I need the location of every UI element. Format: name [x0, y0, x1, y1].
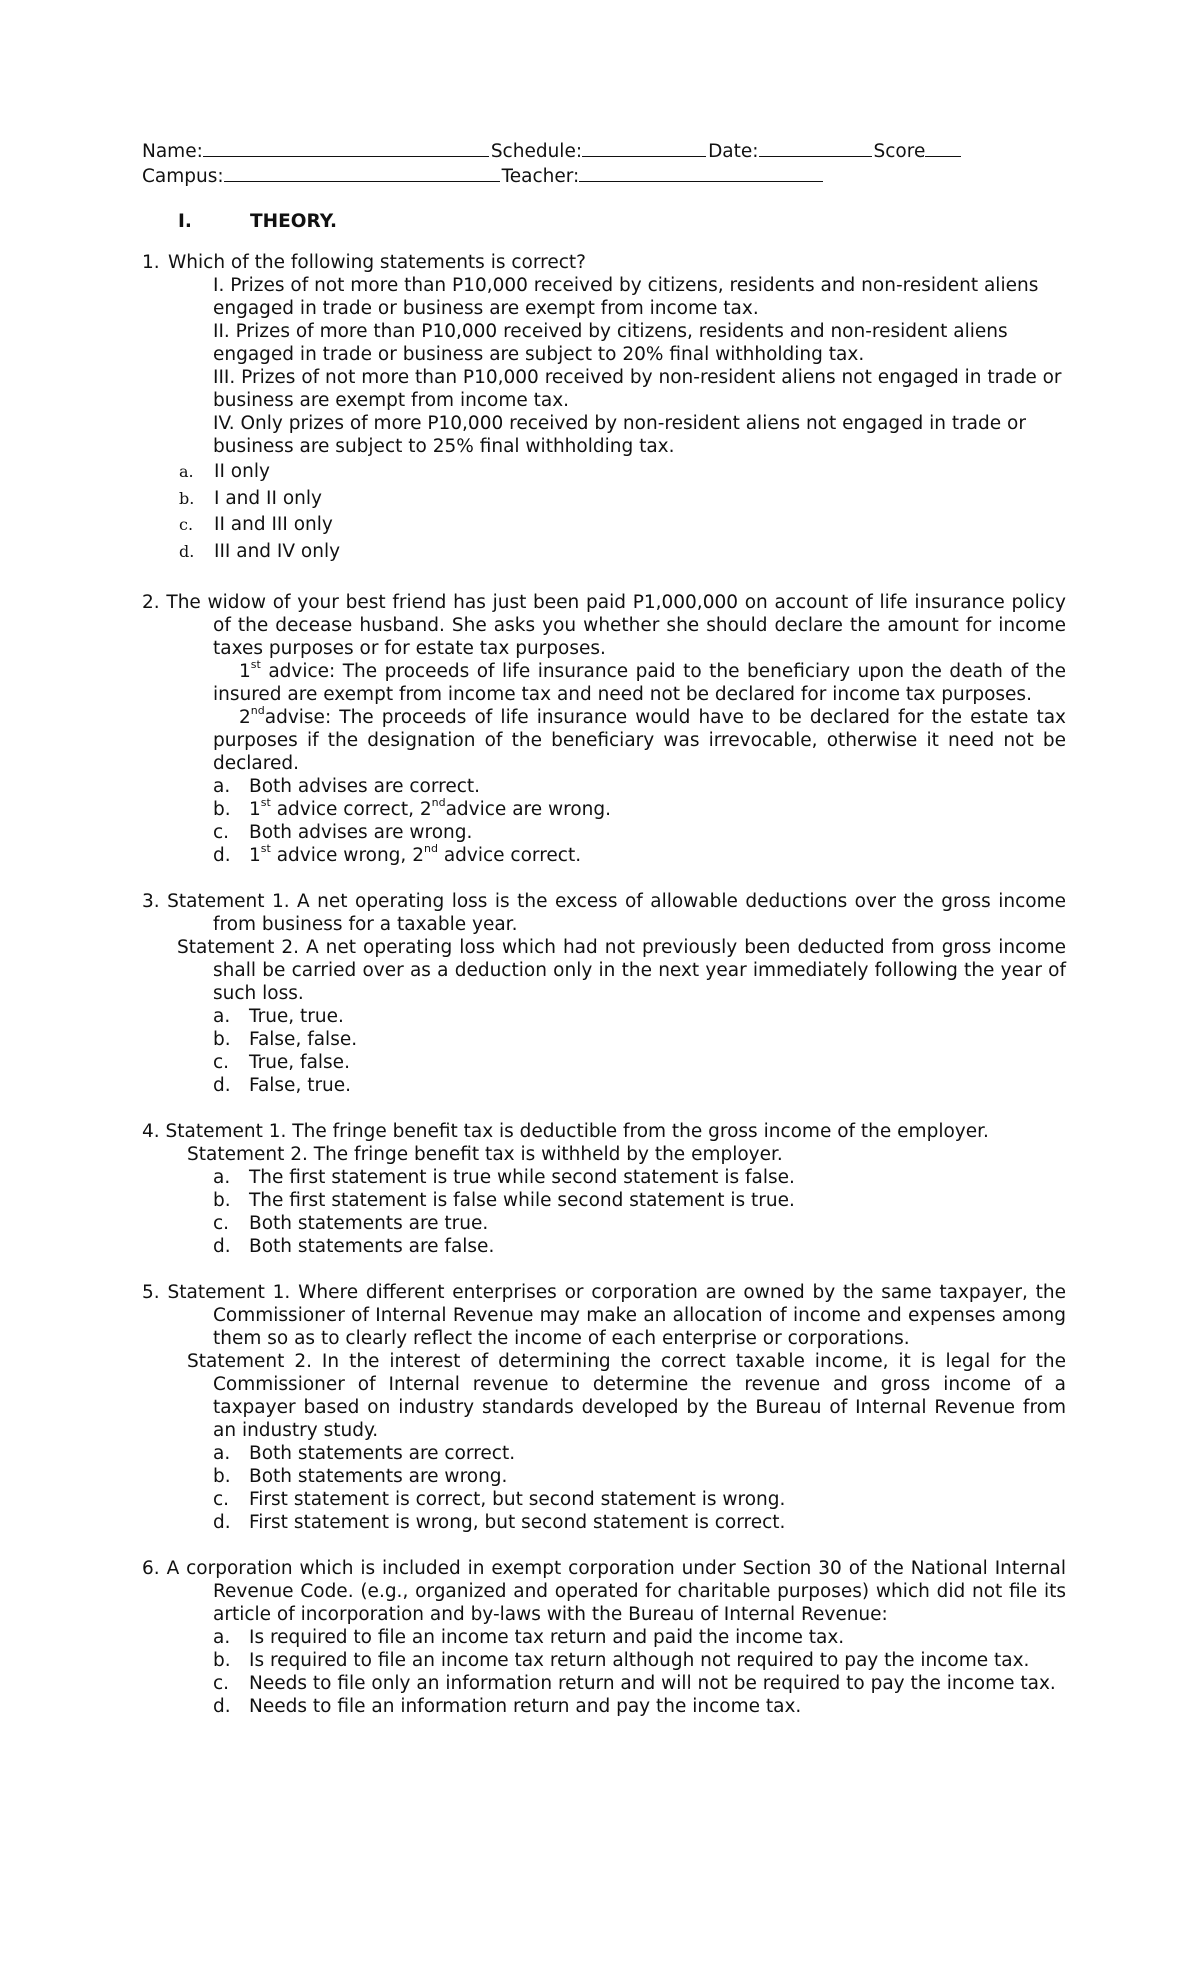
options-list	[142, 1626, 1066, 1718]
option-letter: d.	[213, 1695, 231, 1717]
statement-i: I. Prizes of not more than P10,000 received by citizens, residents and non-resident aliens engaged in trade or business are exempt from income tax.	[213, 275, 1039, 319]
question-text: Statement 1. The fringe benefit tax is deductible from the gross income of the employer.	[165, 1120, 989, 1142]
option-b[interactable]	[142, 798, 1066, 821]
option-letter: d.	[213, 1074, 231, 1096]
option-text: Both statements are wrong.	[249, 1465, 508, 1487]
option-text: First statement is wrong, but second statement is correct.	[249, 1511, 786, 1533]
option-letter: a.	[213, 775, 231, 797]
advice-1	[142, 660, 1066, 706]
question-number: 6.	[142, 1557, 160, 1579]
section-roman: I.	[178, 211, 192, 232]
question-stem	[142, 1557, 1066, 1626]
option-b[interactable]	[142, 487, 1066, 510]
option-text: False, false.	[249, 1028, 358, 1050]
option-letter: a.	[213, 1166, 231, 1188]
statement-iii: III. Prizes of not more than P10,000 received by non-resident aliens not engaged in trade or business are exempt from income tax.	[213, 367, 1062, 411]
option-letter: a.	[213, 1626, 231, 1648]
advice-2-text: advise: The proceeds of life insurance would have to be declared for the estate tax purposes if the designation of the beneficiary was irrevocable, otherwise it need not be declared.	[213, 706, 1066, 774]
name-label: Name:	[142, 141, 203, 162]
question-number: 2.	[142, 591, 160, 613]
option-d[interactable]	[142, 1511, 1066, 1534]
question-text: A corporation which is included in exempt corporation under Section 30 of the National Internal Revenue Code. (e.g., organized and operated for charitable purposes) which did not file its article of incorporation and by-laws with the Bureau of Internal Revenue:	[166, 1557, 1066, 1625]
statement-ii: II. Prizes of more than P10,000 received by citizens, residents and non-resident aliens engaged in trade or business are subject to 20% final withholding tax.	[213, 321, 1008, 365]
option-text: I and II only	[214, 487, 322, 509]
advice-1-num: 1	[239, 660, 251, 682]
question-5	[142, 1281, 1066, 1534]
options-list	[142, 1442, 1066, 1534]
question-stem	[142, 251, 1066, 274]
advice-2-sup: nd	[250, 704, 265, 718]
question-text: Statement 1. A net operating loss is the excess of allowable deductions over the gross income from business for a taxable year.	[167, 890, 1066, 935]
option-text: Needs to file an information return and pay the income tax.	[249, 1695, 802, 1717]
question-number: 1.	[142, 252, 160, 273]
option-text: First statement is correct, but second statement is wrong.	[249, 1488, 786, 1510]
option-c[interactable]	[142, 1212, 1066, 1235]
option-letter: c.	[179, 515, 194, 534]
option-text: False, true.	[249, 1074, 352, 1096]
option-text: Both statements are false.	[249, 1235, 495, 1257]
option-text: Needs to file only an information return and will not be required to pay the income tax.	[249, 1672, 1056, 1694]
option-text: Both advises are wrong.	[249, 821, 473, 843]
option-b[interactable]	[142, 1649, 1066, 1672]
option-a[interactable]	[142, 460, 1066, 483]
option-text: Both advises are correct.	[249, 775, 481, 797]
question-statement-2: Statement 2. The fringe benefit tax is withheld by the employer.	[187, 1143, 783, 1165]
question-text: Statement 1. Where different enterprises or corporation are owned by the same taxpayer, the Commissioner of Internal Revenue may make an allocation of income and expenses among them so as to clearly reflect the income of each enterprise or corporations.	[167, 1281, 1067, 1349]
question-3	[142, 890, 1066, 1097]
option-letter: d.	[213, 844, 231, 866]
question-stem	[142, 890, 1066, 936]
question-stem	[142, 1281, 1066, 1350]
statement-iv: IV. Only prizes of more P10,000 received by non-resident aliens not engaged in trade or business are subject to 25% final withholding tax.	[213, 413, 1026, 457]
options-list	[142, 775, 1066, 867]
date-label: Date:	[708, 141, 759, 162]
option-letter: b.	[179, 488, 195, 508]
option-d[interactable]	[142, 1235, 1066, 1258]
schedule-label: Schedule:	[490, 141, 583, 162]
header-line-2	[142, 163, 1066, 188]
score-blank[interactable]	[925, 138, 961, 157]
options-list	[142, 1166, 1066, 1258]
option-d[interactable]	[142, 1074, 1066, 1097]
date-blank[interactable]	[759, 138, 872, 157]
option-c[interactable]	[142, 821, 1066, 844]
advice-1-text: advice: The proceeds of life insurance paid to the beneficiary upon the death of the insured are exempt from income tax and need not be declared for income tax purposes.	[213, 660, 1066, 705]
question-2	[142, 591, 1066, 867]
question-text: Which of the following statements is correct?	[168, 252, 586, 273]
option-text: 1st advice wrong, 2nd advice correct.	[249, 842, 582, 866]
question-text: The widow of your best friend has just been paid P1,000,000 on account of life insurance policy of the decease husband. She asks you whether she should declare the amount for income taxes purposes or for estate tax purposes.	[166, 591, 1067, 659]
option-letter: c.	[213, 1488, 230, 1510]
option-c[interactable]	[142, 513, 1066, 536]
option-b[interactable]	[142, 1465, 1066, 1488]
teacher-blank[interactable]	[579, 163, 823, 182]
option-text: Both statements are correct.	[249, 1442, 516, 1464]
score-label: Score	[873, 141, 926, 162]
option-letter: c.	[213, 1212, 230, 1234]
option-text: True, false.	[249, 1051, 350, 1073]
option-letter: c.	[213, 821, 230, 843]
option-d[interactable]	[142, 844, 1066, 867]
option-text: 1st advice correct, 2ndadvice are wrong.	[249, 796, 611, 820]
option-d[interactable]	[142, 1695, 1066, 1718]
question-number: 3.	[142, 890, 160, 912]
question-6	[142, 1557, 1066, 1718]
question-stem	[142, 591, 1066, 660]
option-text: III and IV only	[214, 540, 341, 562]
option-c[interactable]	[142, 1672, 1066, 1695]
option-text: II and III only	[214, 514, 333, 535]
option-a[interactable]	[142, 1005, 1066, 1028]
option-b[interactable]	[142, 1028, 1066, 1051]
header-line-1	[142, 138, 1066, 163]
option-text: Is required to file an income tax return and paid the income tax.	[249, 1626, 845, 1648]
schedule-blank[interactable]	[582, 138, 706, 157]
option-letter: b.	[213, 1028, 231, 1050]
option-letter: a.	[213, 1005, 231, 1027]
question-stem	[142, 1120, 1066, 1143]
option-text: True, true.	[249, 1005, 344, 1027]
option-letter: c.	[213, 1672, 230, 1694]
question-1	[142, 251, 1066, 563]
section-heading	[178, 210, 1066, 233]
campus-blank[interactable]	[224, 163, 500, 182]
option-letter: d.	[213, 1511, 231, 1533]
option-a[interactable]	[142, 1626, 1066, 1649]
option-letter: b.	[213, 798, 231, 820]
option-letter: a.	[179, 462, 194, 481]
option-a[interactable]	[142, 775, 1066, 798]
option-letter: b.	[213, 1649, 231, 1671]
question-4	[142, 1120, 1066, 1258]
option-letter: c.	[213, 1051, 230, 1073]
quiz-document	[142, 138, 1066, 1741]
campus-label: Campus:	[142, 166, 224, 187]
option-text: Is required to file an income tax return although not required to pay the income tax.	[249, 1649, 1030, 1671]
option-b[interactable]	[142, 1189, 1066, 1212]
teacher-label: Teacher:	[501, 166, 580, 187]
option-letter: b.	[213, 1189, 231, 1211]
question-statement-2: Statement 2. A net operating loss which had not previously been deducted from gross income shall be carried over as a deduction only in the next year immediately following the year of such loss.	[177, 936, 1066, 1004]
question-statement-2: Statement 2. In the interest of determining the correct taxable income, it is legal for the Commissioner of Internal revenue to determine the revenue and gross income of a taxpayer based on industry standards developed by the Bureau of Internal Revenue from an industry study.	[187, 1350, 1066, 1441]
question-number: 5.	[142, 1281, 160, 1303]
option-letter: a.	[213, 1442, 231, 1464]
name-blank[interactable]	[203, 138, 489, 157]
question-number: 4.	[142, 1120, 160, 1142]
advice-2-num: 2	[239, 706, 251, 728]
options-list	[142, 1005, 1066, 1097]
option-c[interactable]	[142, 1051, 1066, 1074]
option-letter: d.	[213, 1235, 231, 1257]
option-a[interactable]	[142, 1166, 1066, 1189]
option-d[interactable]	[142, 540, 1066, 563]
option-text: The first statement is true while second statement is false.	[249, 1166, 795, 1188]
option-text: The first statement is false while second statement is true.	[249, 1189, 795, 1211]
option-a[interactable]	[142, 1442, 1066, 1465]
option-text: II only	[214, 461, 270, 482]
advice-2	[142, 706, 1066, 775]
advice-1-sup: st	[250, 658, 261, 672]
option-c[interactable]	[142, 1488, 1066, 1511]
section-title: THEORY.	[250, 211, 338, 232]
option-text: Both statements are true.	[249, 1212, 489, 1234]
options-list	[142, 460, 1066, 563]
option-letter: b.	[213, 1465, 231, 1487]
option-letter: d.	[179, 541, 195, 561]
